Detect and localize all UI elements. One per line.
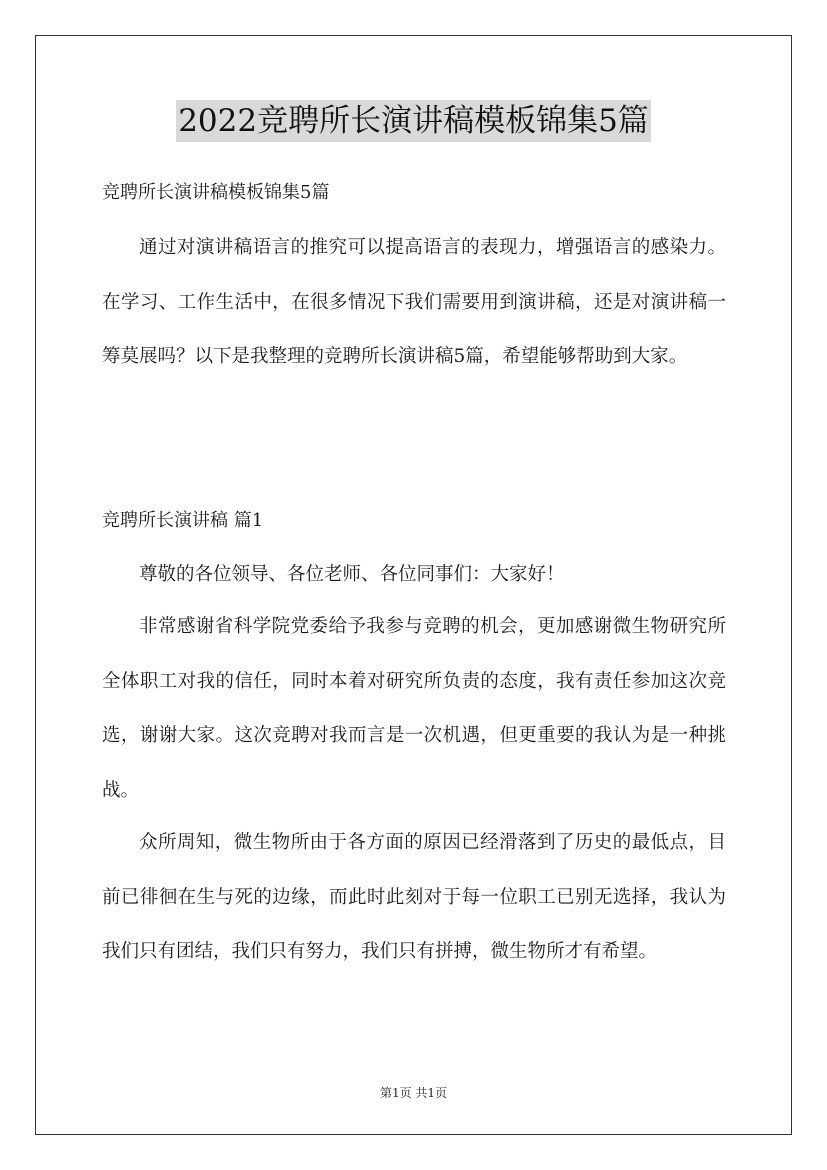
document-subtitle: 竞聘所长演讲稿模板锦集5篇 [102, 182, 330, 203]
page-footer [0, 1084, 827, 1101]
body-paragraph-greeting: 尊敬的各位领导、各位老师、各位同事们：大家好！ [139, 564, 565, 585]
page-number-label: 第1页 共1页 [379, 1086, 448, 1100]
body-paragraph-thanks: 非常感谢省科学院党委给予我参与竞聘的机会，更加感谢微生物研究所全体职工对我的信任，同时本着对研究所负责的态度，我有责任参加这次竞选，谢谢大家。这次竞聘对我而言是一次机遇，但更重要的我认为是一种挑战。 [102, 616, 726, 801]
intro-paragraph: 通过对演讲稿语言的推究可以提高语言的表现力，增强语言的感染力。在学习、工作生活中，在很多情况下我们需要用到演讲稿，还是对演讲稿一筹莫展吗？以下是我整理的竞聘所长演讲稿5篇，希望能够帮助到大家。 [102, 237, 726, 367]
section-heading: 竞聘所长演讲稿 篇1 [102, 510, 264, 531]
title-container [0, 100, 827, 142]
body-paragraph-situation: 众所周知，微生物所由于各方面的原因已经滑落到了历史的最低点，目前已徘徊在生与死的边缘，而此时此刻对于每一位职工已别无选择，我认为我们只有团结，我们只有努力，我们只有拼搏，微生物所才有希望。 [102, 832, 726, 962]
document-title: 2022竞聘所长演讲稿模板锦集5篇 [176, 100, 651, 142]
